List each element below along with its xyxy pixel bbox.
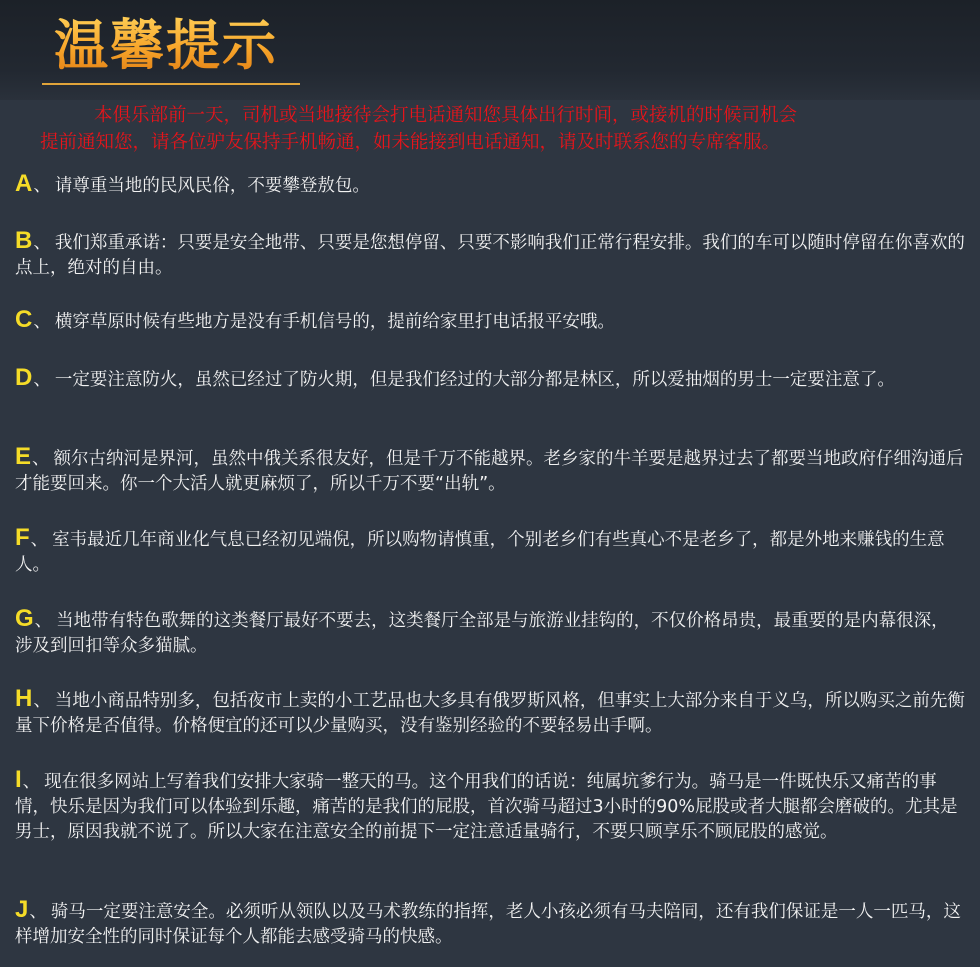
tip-item-g [15,606,965,659]
tip-text: 当地小商品特别多，包括夜市上卖的小工艺品也大多具有俄罗斯风格，但事实上大部分来自于义乌，所以购买之前先衡量下价格是否值得。价格便宜的还可以少量购买，没有鉴别经验的不要轻易出手啊。 [15,691,965,736]
tip-item-f [15,525,965,578]
tip-text: 我们郑重承诺：只要是安全地带、只要是您想停留、只要不影响我们正常行程安排。我们的车可以随时停留在你喜欢的点上，绝对的自由。 [15,233,965,278]
tip-separator: 、 [33,176,51,196]
tip-letter: A [15,170,33,197]
intro-line-2: 提前通知您，请各位驴友保持手机畅通，如未能接到电话通知，请及时联系您的专席客服。 [40,132,781,153]
page-title: 温馨提示 [54,13,278,77]
tip-letter: I [15,766,22,793]
tip-letter: H [15,685,33,712]
tip-separator: 、 [30,530,49,550]
tip-item-i [15,767,965,845]
title-underline [42,83,300,85]
tip-text: 室韦最近几年商业化气息已经初见端倪，所以购物请慎重，个别老乡们有些真心不是老乡了，都是外地来赚钱的生意人。 [15,530,945,575]
tip-item-e [15,444,965,497]
tip-text: 请尊重当地的民风民俗，不要攀登敖包。 [54,176,370,196]
tip-item-b [15,228,965,281]
tip-item-d [15,365,965,393]
tip-item-j [15,897,965,950]
tip-separator: 、 [22,772,41,792]
header-banner [0,0,980,100]
tip-letter: D [15,364,33,391]
tip-text: 横穿草原时候有些地方是没有手机信号的，提前给家里打电话报平安哦。 [54,312,615,332]
tip-letter: G [15,605,34,632]
tip-separator: 、 [34,611,53,631]
tip-separator: 、 [33,233,51,253]
tip-text: 一定要注意防火，虽然已经过了防火期，但是我们经过的大部分都是林区，所以爱抽烟的男士一定要注意了。 [54,370,895,390]
tip-separator: 、 [32,449,50,469]
tip-item-c [15,307,965,335]
tip-separator: 、 [33,691,51,711]
tip-separator: 、 [29,902,47,922]
tip-text: 当地带有特色歌舞的这类餐厅最好不要去，这类餐厅全部是与旅游业挂钩的，不仅价格昂贵，最重要的是内幕很深，涉及到回扣等众多猫腻。 [15,611,949,656]
tip-letter: B [15,227,33,254]
tip-item-h [15,686,965,739]
tip-letter: F [15,524,30,551]
tip-letter: E [15,443,32,470]
tip-text: 额尔古纳河是界河，虽然中俄关系很友好，但是千万不能越界。老乡家的牛羊要是越界过去了都要当地政府仔细沟通后才能要回来。你一个大活人就更麻烦了，所以千万不要“出轨”。 [15,449,964,494]
tip-item-a [15,171,965,199]
tip-text: 现在很多网站上写着我们安排大家骑一整天的马。这个用我们的话说：纯属坑爹行为。骑马是一件既快乐又痛苦的事情，快乐是因为我们可以体验到乐趣，痛苦的是我们的屁股，首次骑马超过3小时的90%屁股或者大腿都会磨破的。尤其是男士，原因我就不说了。所以大家在注意安全的前提下一定注意适量骑行，不要只顾享乐不顾屁股的感觉。 [15,772,958,842]
intro-line-1: 本俱乐部前一天，司机或当地接待会打电话通知您具体出行时间，或接机的时候司机会 [94,105,798,126]
tip-letter: C [15,306,33,333]
tip-separator: 、 [33,370,51,390]
tip-text: 骑马一定要注意安全。必须听从领队以及马术教练的指挥，老人小孩必须有马夫陪同，还有我们保证是一人一匹马，这样增加安全性的同时保证每个人都能去感受骑马的快感。 [15,902,961,947]
intro-notice [40,102,940,156]
tip-separator: 、 [33,312,51,332]
tip-letter: J [15,896,29,923]
